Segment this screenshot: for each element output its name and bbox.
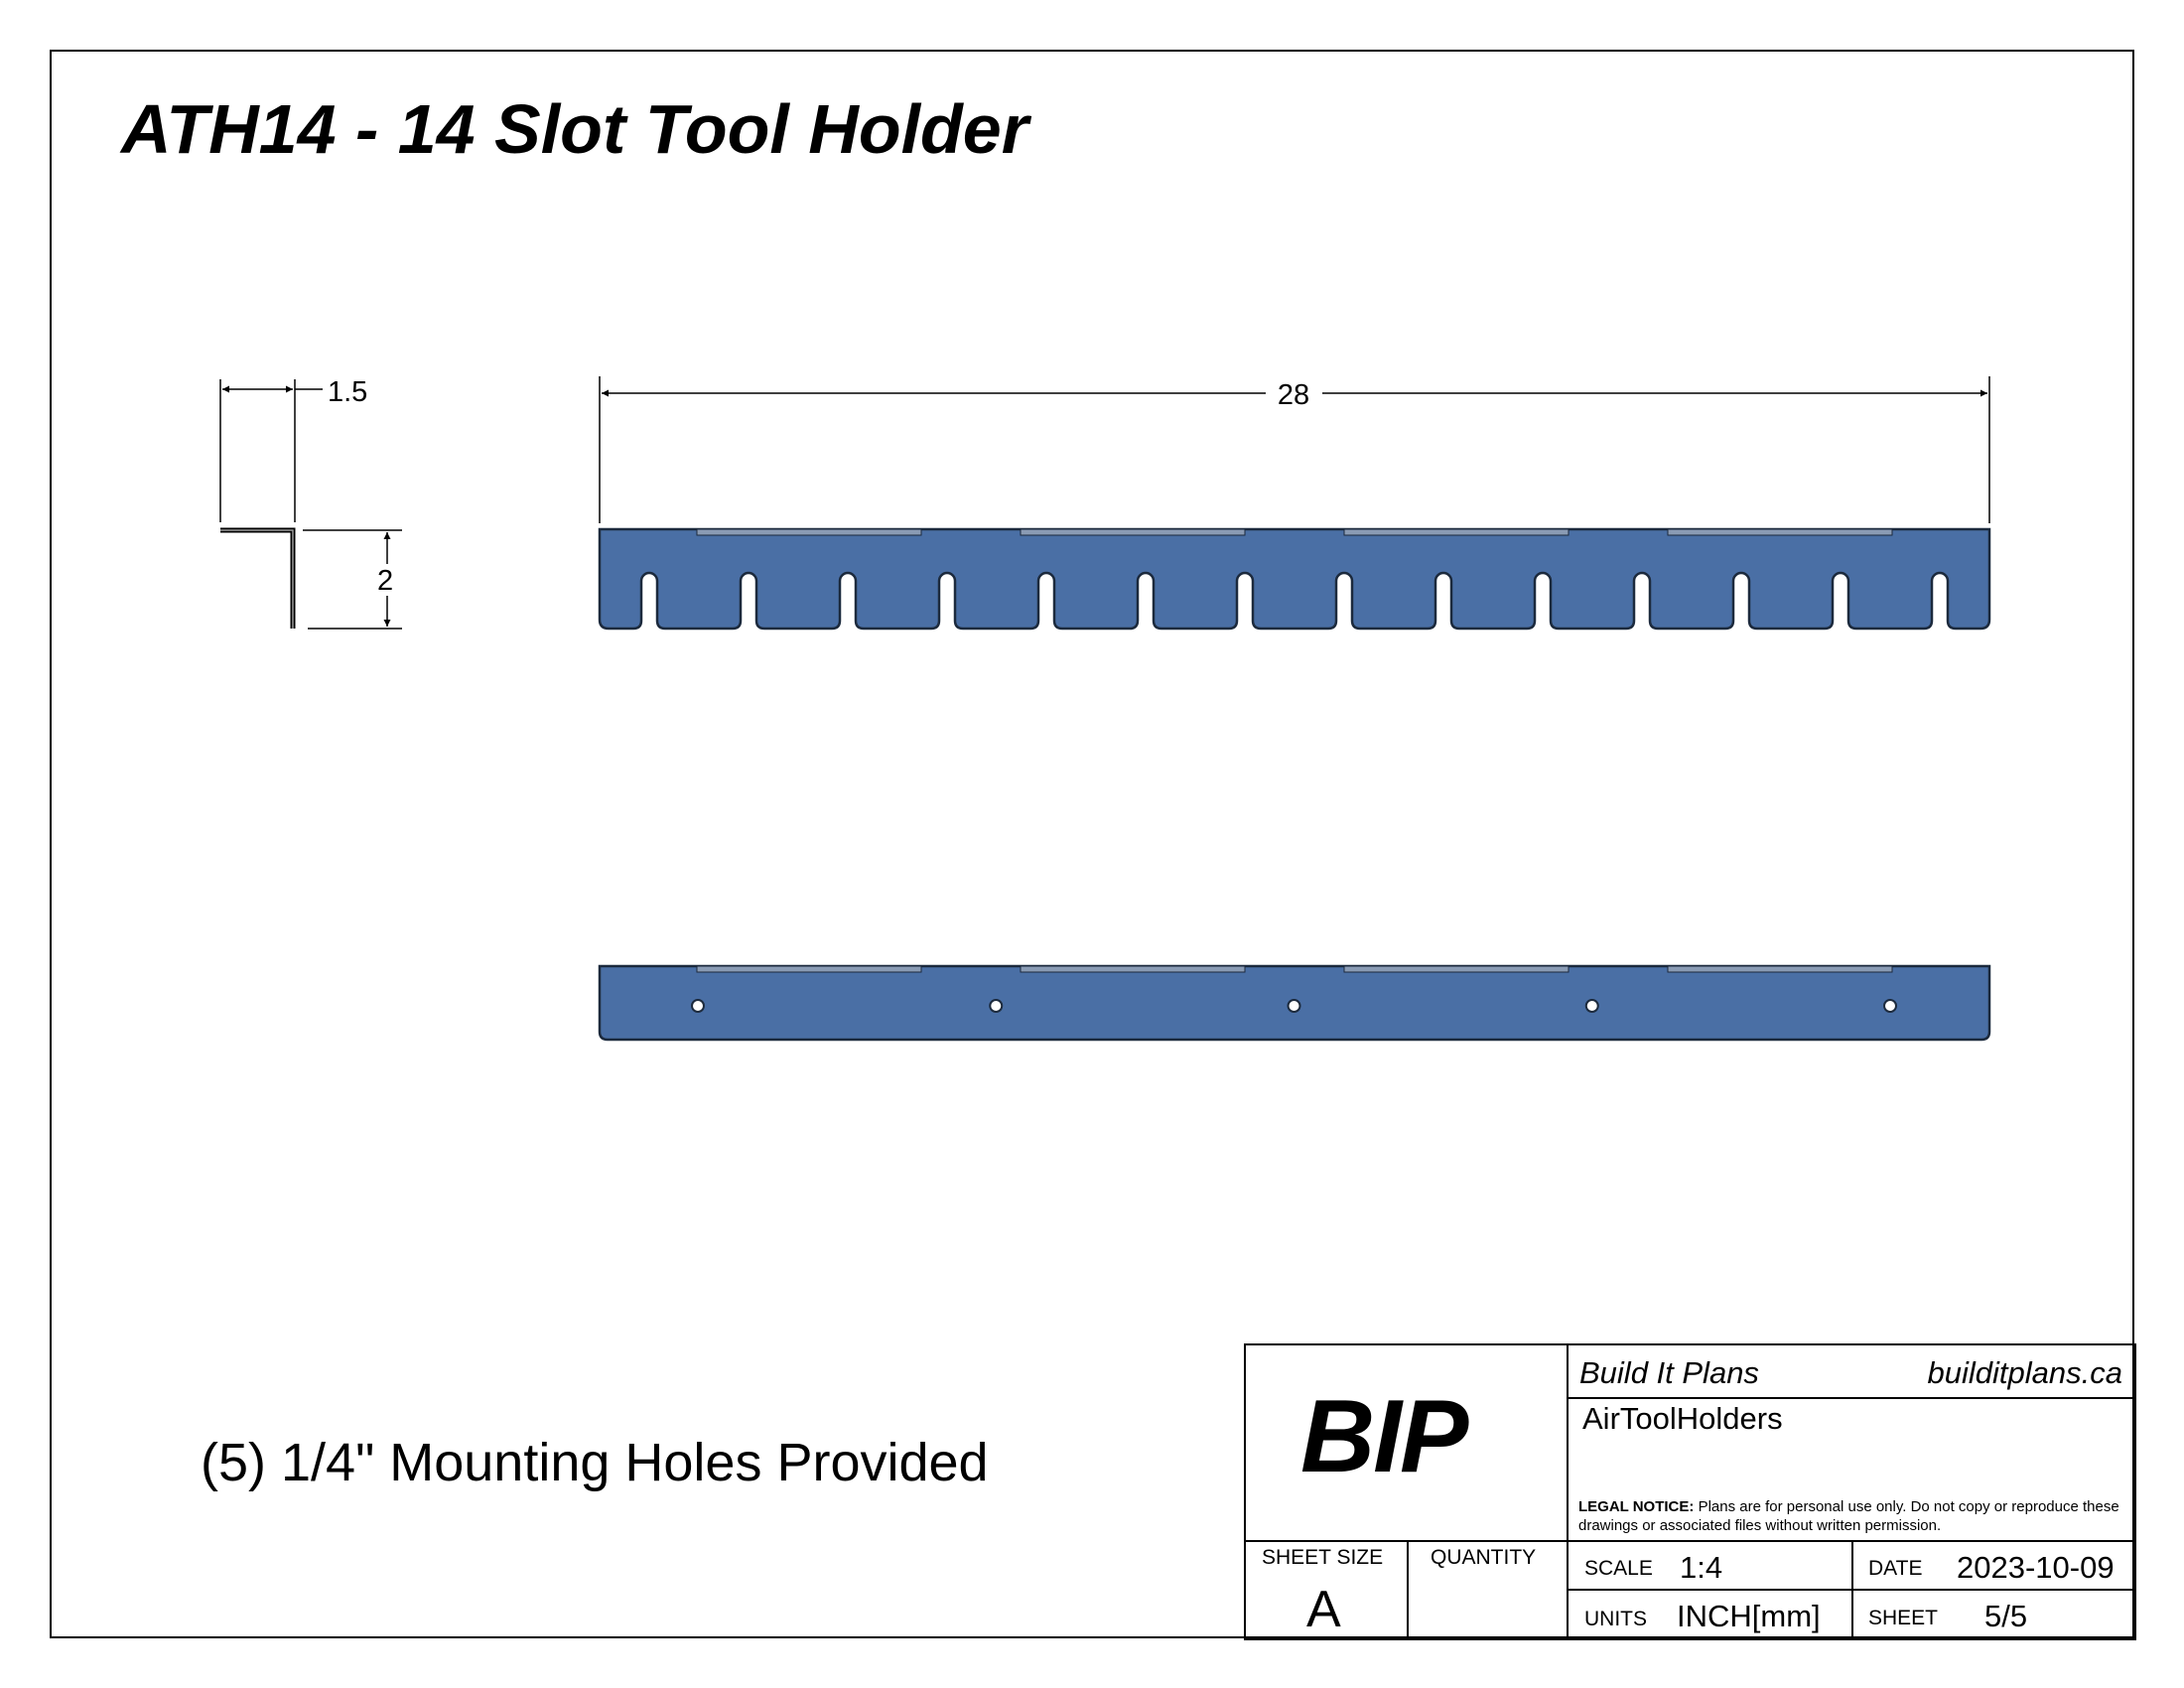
sheet-label: SHEET xyxy=(1868,1607,1939,1629)
dim-length-label: 28 xyxy=(1277,379,1310,411)
mounting-hole xyxy=(990,1000,1002,1012)
scale-label: SCALE xyxy=(1584,1557,1653,1580)
company-name: Build It Plans xyxy=(1579,1355,1759,1390)
title-block xyxy=(1244,1343,2136,1640)
drawing-title: ATH14 - 14 Slot Tool Holder xyxy=(121,90,1028,168)
dim-height-label: 2 xyxy=(377,565,394,597)
project-name: AirToolHolders xyxy=(1582,1401,1783,1436)
mounting-note: (5) 1/4" Mounting Holes Provided xyxy=(201,1433,989,1492)
legal-notice xyxy=(1578,1497,2134,1535)
mounting-hole xyxy=(1289,1000,1300,1012)
front-view-part xyxy=(600,529,1989,629)
sheet-value: 5/5 xyxy=(1984,1599,2028,1633)
mounting-hole xyxy=(692,1000,704,1012)
bip-logo: BIP xyxy=(1300,1379,1467,1494)
legal-notice-label: LEGAL NOTICE: xyxy=(1578,1498,1695,1515)
flange-strip xyxy=(1344,529,1569,535)
front-view xyxy=(600,376,1989,629)
flange-strip xyxy=(1344,966,1569,972)
profile-outline xyxy=(220,530,293,629)
mounting-hole xyxy=(1586,1000,1598,1012)
flange-strip xyxy=(697,529,921,535)
scale-value: 1:4 xyxy=(1680,1550,1723,1585)
flange-strip xyxy=(1021,529,1245,535)
units-value: INCH[mm] xyxy=(1677,1599,1821,1633)
date-value: 2023-10-09 xyxy=(1957,1550,2115,1585)
dim-flange-label: 1.5 xyxy=(328,376,368,408)
flange-strip xyxy=(697,966,921,972)
sheet-size-value: A xyxy=(1306,1581,1341,1638)
side-profile-view xyxy=(220,379,402,629)
date-label: DATE xyxy=(1868,1557,1923,1580)
flange-strip xyxy=(1021,966,1245,972)
legal-notice-text: Plans are for personal use only. Do not copy or reproduce these drawings or associated files without written permission. xyxy=(1578,1498,2119,1534)
mounting-hole xyxy=(1884,1000,1896,1012)
units-label: UNITS xyxy=(1584,1608,1647,1630)
flange-strip xyxy=(1668,966,1892,972)
back-view xyxy=(600,966,1989,1040)
flange-strip xyxy=(1668,529,1892,535)
quantity-label: QUANTITY xyxy=(1431,1546,1537,1569)
sheet-size-label: SHEET SIZE xyxy=(1262,1546,1384,1569)
website: builditplans.ca xyxy=(1927,1355,2122,1390)
